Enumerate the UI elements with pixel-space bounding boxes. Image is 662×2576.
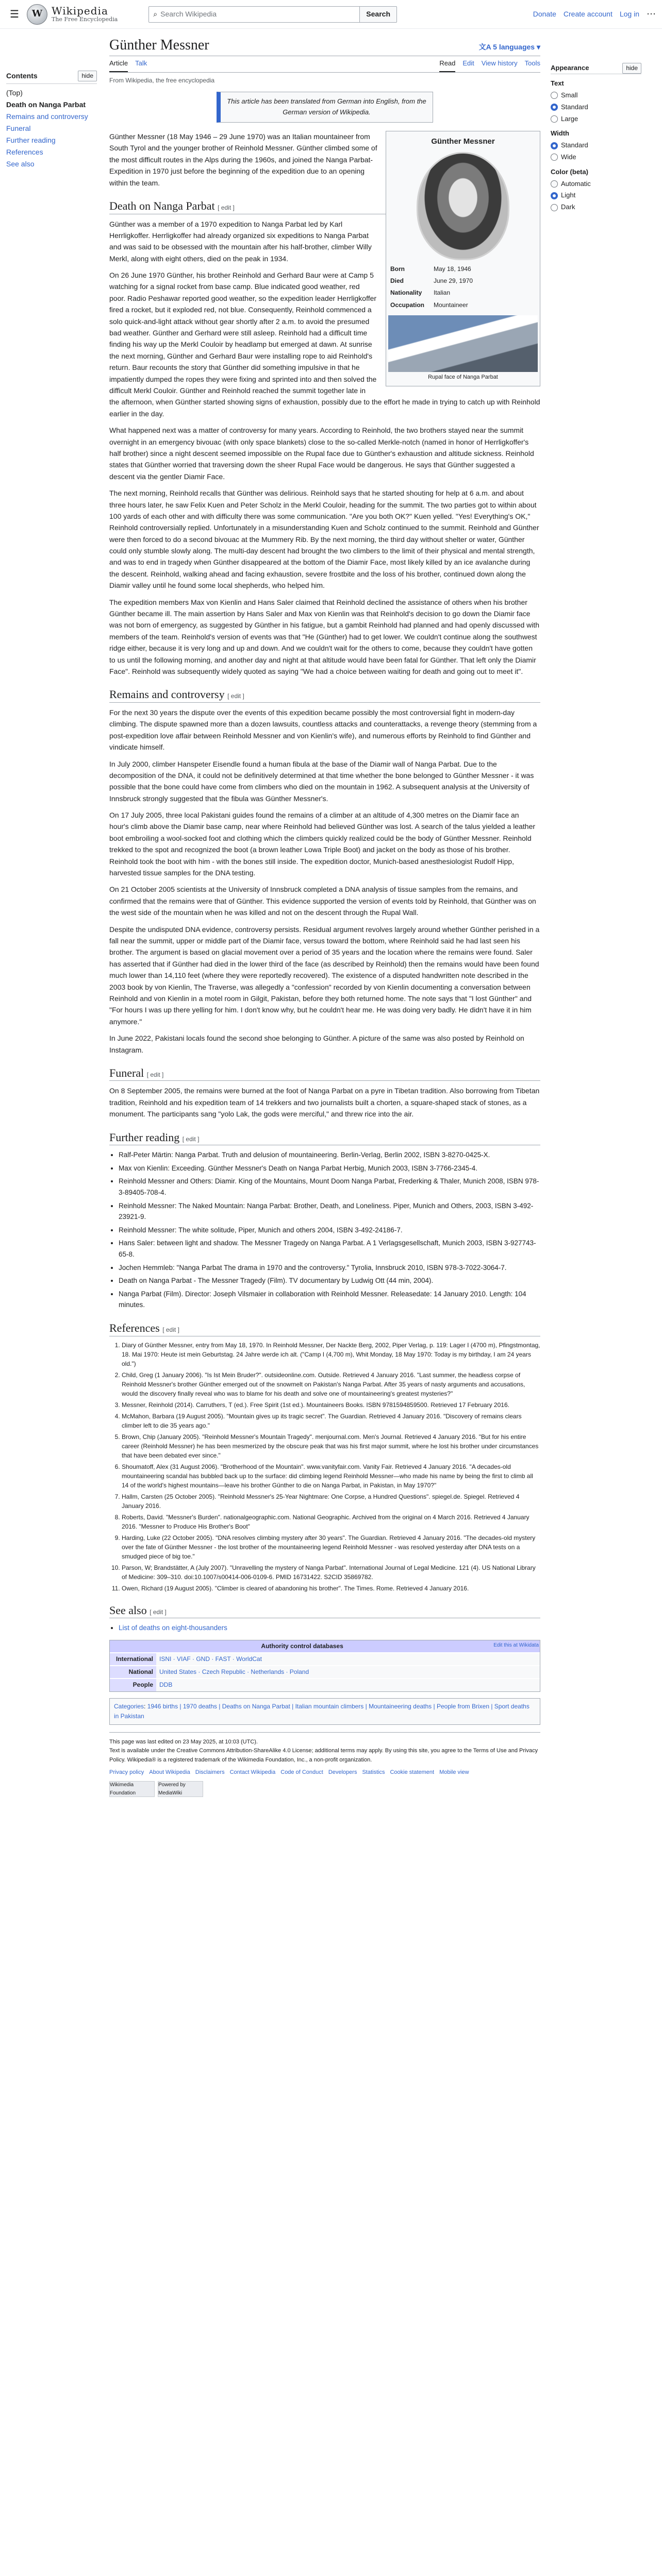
paragraph: The expedition members Max von Kienlin and Hans Saler claimed that Reinhold declined the assistance of others when his brother Günther became ill. The main assertion by Hans Saler and Max von Kienlin was that Reinhold's decision to go down the Diamir face was not born of emergency, as suggested by Günther in his fatigue, but a gambit Reinhold had planned and had openly discussed with members of the team. Reinhold's version of events was that "He (Günther) had to get lower. We couldn't continue along the southwest ridge either, because it is very long and up and down. And we couldn't wait for the others to come, because they couldn't have gotten to us until the following morning, and another day and night at that altitude would have been fatal for Günther. That left only the Diamir Face". Reinhold was subsequently widely quoted as saying "We had a choice between waiting for death and going out to meet it". — [109, 598, 540, 675]
radio-selected-icon — [551, 104, 558, 111]
width-label: Width — [551, 129, 569, 138]
edit-section-link[interactable]: [ edit ] — [227, 692, 244, 700]
footer-link[interactable]: Cookie statement — [390, 1769, 435, 1775]
section-heading-references: References [ edit ] — [109, 1321, 540, 1336]
category-list[interactable]: 1946 births | 1970 deaths | Deaths on Nanga Parbat | Italian mountain climbers | Mountaineering deaths | People from Brixen | Sport deaths in Pakistan — [114, 1702, 529, 1720]
radio-icon — [551, 115, 558, 123]
portrait-image[interactable] — [417, 152, 509, 260]
authority-row: National United States · Czech Republic · Netherlands · Poland — [110, 1665, 540, 1678]
radio-selected-icon — [551, 192, 558, 199]
authority-row: International ISNI · VIAF · GND · FAST · WorldCat — [110, 1652, 540, 1665]
section-heading-further-reading: Further reading [ edit ] — [109, 1130, 540, 1146]
search-button[interactable]: Search — [360, 6, 397, 23]
appearance-heading: Appearance — [551, 64, 589, 72]
paragraph: The next morning, Reinhold recalls that Günther was delirious. Reinhold says that he started shouting for help at 6 a.m. and about three hours later, he saw Felix Kuen and Peter Scholz in the Merkl Couloir, heading for the summit. The two parties got to within about 100 yards of each other and with difficulty there was some communication. "Are you both OK?" Kuen yelled. "Yes! Everything's OK," Reinhold controversially replied. Unfortunately in a misunderstanding Kuen and Scholz continued to the summit. Reinhold and Günther were then forced to do a second bivouac at the Mummery Rib. By the next morning, the third day without shelter or water, Günther could only stumble slowly along. The multi-day descent had brought the two climbers to the limit of their physical and mental strength, and was to end in tragedy when Günther disappeared at the bottom of the Diamir Face, most likely killed by an ice avalanche during the descent. Reinhold, walking ahead and facing exhaustion, severe frostbite and the loss of his brother, continued down along the Diamir valley until he found some local shepherds, who helped him. — [109, 489, 539, 590]
infobox-row: Occupation Mountaineer — [390, 301, 468, 309]
footer-link[interactable]: Contact Wikipedia — [229, 1769, 276, 1775]
footer-link[interactable]: About Wikipedia — [149, 1769, 190, 1775]
reference-item: 4. McMahon, Barbara (19 August 2005). "Mountain gives up its tragic secret". The Guardian. Retrieved 4 January 2016. "Discovery of remains clears climber left to die 35 years ago." — [122, 1412, 540, 1430]
edit-section-link[interactable]: [ edit ] — [182, 1135, 200, 1143]
infobox-row: Born May 18, 1946 — [390, 265, 471, 273]
site-sub: From Wikipedia, the free encyclopedia — [109, 77, 215, 84]
wikimedia-badge[interactable]: Wikimedia Foundation — [109, 1781, 155, 1797]
radio-icon — [551, 154, 558, 161]
create-account-link[interactable]: Create account — [563, 10, 613, 19]
tab-edit[interactable]: Edit — [462, 59, 474, 67]
list-item: • Reinhold Messner and Others: Diamir. King of the Mountains, Mount Doom Nanga Parbat, Frederking & Thaler, Munich 2008, ISBN 978-3-89405-708-4. — [119, 1176, 540, 1198]
see-also-list — [109, 1622, 540, 1634]
toc-item-further-reading[interactable]: Further reading — [6, 135, 56, 144]
category-links: Categories: 1946 births | 1970 deaths | Deaths on Nanga Parbat | Italian mountain climbers | Mountaineering deaths | People from Brixen | Sport deaths in Pakistan — [109, 1698, 540, 1725]
reference-item: 5. Brown, Chip (January 2005). "Reinhold Messner's Mountain Tragedy". menjournal.com. Men's Journal. Retrieved 4 January 2016. "But for his entire career (Reinhold Messner) he has been mesmerized by the obscure peak that was his first major summit, where he lost his brother under circumstances that have been debated ever since." — [122, 1432, 540, 1460]
paragraph: In July 2000, climber Hanspeter Eisendle found a human fibula at the base of the Diamir wall of Nanga Parbat. Due to the decomposition of the DNA, it could not be definitively determined at that time whether the bone belonged to Günther Messner - it was possible that the bone could have come from climbers who died on the mountain in 1962. A subsequent analysis at the University of Innsbruck strongly suggested that the fibula was Günther Messner's. — [109, 759, 534, 803]
tab-view-history[interactable]: View history — [481, 59, 518, 67]
radio-icon — [551, 92, 558, 99]
toc-item-death[interactable]: Death on Nanga Parbat — [6, 100, 86, 109]
further-reading-list — [109, 1149, 540, 1311]
list-item: • Ralf-Peter Märtin: Nanga Parbat. Truth and delusion of mountaineering. Berlin-Verlag, Berlin 2002, ISBN 3-8270-0425-X. — [119, 1149, 540, 1161]
user-menu-icon[interactable]: ⋯ — [647, 9, 656, 20]
image-caption: Rupal face of Nanga Parbat — [428, 374, 498, 380]
width-standard[interactable]: Standard — [551, 140, 641, 151]
reference-item: 11. Owen, Richard (19 August 2005). "Climber is cleared of abandoning his brother". The Times. Rome. Retrieved 4 January 2016. — [122, 1584, 540, 1593]
section-heading-funeral: Funeral [ edit ] — [109, 1066, 540, 1081]
infobox-row: Nationality Italian — [390, 289, 451, 297]
site-header — [0, 0, 662, 29]
tab-article[interactable]: Article — [109, 56, 128, 72]
infobox — [386, 131, 540, 386]
mediawiki-badge[interactable]: Powered by MediaWiki — [158, 1781, 203, 1797]
reference-item: 9. Harding, Luke (22 October 2005). "DNA resolves climbing mystery after 30 years". The Guardian. Retrieved 4 January 2016. "The decades-old mystery over the fate of Günther Messner - the lost brother of the mountaineering legend Reinhold Messner - was resolved yesterday after DNA tests on a smudged piece of big toe." — [122, 1533, 540, 1561]
intro-paragraph: Günther Messner (18 May 1946 – 29 June 1970) was an Italian mountaineer from South Tyrol and the younger brother of Reinhold Messner. Günther climbed some of the most difficult routes in the Alps during the 1960s, and joined the Nanga Parbat-Expedition in 1970 just before the beginning of the expedition due to an opening within the team. — [109, 132, 377, 187]
infobox-row: Died June 29, 1970 — [390, 277, 473, 285]
list-item: • Reinhold Messner: The white solitude, Piper, Munich and others 2004, ISBN 3-492-24186-7. — [119, 1225, 540, 1236]
globe-icon: W — [27, 4, 47, 25]
footer-links — [109, 1768, 540, 1777]
search-icon: ⌕ — [153, 10, 158, 19]
translation-notice: This article has been translated from German into English, from the German version of Wikipedia. — [217, 92, 433, 123]
edit-section-link[interactable]: [ edit ] — [162, 1326, 179, 1333]
paragraph: Despite the undisputed DNA evidence, controversy persists. Residual argument revolves largely around whether Günther perished in a fall near the summit, upper or middle part of the Diamir face, versus toward the bottom, where Reinhold said he had last seen his brother. The argument is based on glacial movement over a period of 35 years and the location where the remains were found. Saler has asserted that if Günther had died in the lower third of the face (as described by Reinhold) then the remains would have been found much lower than 14,110 feet (where they were reportedly recovered). The existence of a disputed handwritten note described in the 2003 book by von Kienlin, The Traverse, was allegedly a "confession" recorded by von Kienlin documenting a conversation between Reinhold and von Kienlin in a motel room in Gilgit, Pakistan, before they both returned home. The note says that "I lost Günther" and "For hours I was up there yelling for him. I don't know why, but he couldn't hear me. He was doing very badly. He didn't have it in him anymore." — [109, 925, 540, 1026]
paragraph: On 17 July 2005, three local Pakistani guides found the remains of a climber at an altitude of 4,300 metres on the Diamir face an hour's climb above the Diamir base camp, near where Reinhold had believed Günther was lost. A search of the talus yielded a leather boot embroiling a wool-socked foot and clothing which the climbers quickly realized could be the body of Günther Messner. Reinhold trekked to the spot and recognized the boot (a brown leather Lowa Triple Boot) and jacket on the body as those of his brother. Reinhold took the boot with him - with the bones still inside. The expedition doctor, Munich-based anesthesiologist Rudolf Hipp, harvested tissue samples for the DNA testing. — [109, 811, 536, 877]
reference-item: 6. Shoumatoff, Alex (31 August 2006). "Brotherhood of the Mountain". www.vanityfair.com. Vanity Fair. Retrieved 4 January 2016. "A decades-old mountaineering scandal has bubbled back up to the surface: did climbing legend Reinhold Messner—who made his name by being the first to climb all 14 of the world's highest mountains—leave his brother Günther to die on Nanga Parbat, in Pakistan, in May 1970?" — [122, 1462, 540, 1490]
appearance-hide-button[interactable]: hide — [622, 63, 641, 74]
wikipedia-logo[interactable] — [27, 4, 118, 25]
list-item: • Reinhold Messner: The Naked Mountain: Nanga Parbat: Brother, Death, and Loneliness. Piper, Munich and Others, 2003, ISBN 3-492-23921-9. — [119, 1200, 540, 1223]
references-list — [109, 1341, 540, 1593]
infobox-title: Günther Messner — [431, 137, 495, 146]
paragraph: Günther was a member of a 1970 expedition to Nanga Parbat led by Karl Herrligkoffer. Herrligkoffer had already organized six expeditions to Nanga Parbat and was said to be obsessed with the mountain after his half-brother, climber Willy Merkl, along with eight others, died on the peak in 1934. — [109, 219, 372, 263]
reference-item: 7. Hallm, Carsten (25 October 2005). "Reinhold Messner's 25-Year Nightmare: One Corpse, a Hundred Questions". spiegel.de. Spiegel. Retrieved 4 January 2016. — [122, 1492, 540, 1511]
paragraph: For the next 30 years the dispute over the events of this expedition became possibly the most controversial fight in modern-day climbing. The dispute spawned more than a dozen lawsuits, countless attacks and counterattacks, a revenge theory (stemming from a post-expedition love affair between Reinhold Messner and von Kienlin's wife), and numerous efforts by Reinhold to find Günther and vindicate himself. — [109, 708, 537, 752]
logo-wordmark: Wikipedia — [52, 5, 108, 18]
search-form — [148, 6, 397, 23]
appearance-panel — [551, 29, 641, 1802]
paragraph: On 21 October 2005 scientists at the University of Innsbruck completed a DNA analysis of tissue samples from the remains, and confirmed that the remains were that of Günther. This evidence supported the version of events told by Reinhold, that Günther was on the west side of the mountain when he was killed and not on the descent through the Rupal Wall. — [109, 885, 536, 917]
paragraph: On 26 June 1970 Günther, his brother Reinhold and Gerhard Baur were at Camp 5 watching for a signal rocket from base camp. Blue indicated good weather, red poor. Radio Peshawar reported good weather, so the expedition leader Herrligkoffer fired a rocket, but it exploded red, not blue. Consequently, Reinhold commenced a solo quick-and-light attack without gear shortly after 2 a.m. to avoid the presumed bad weather. Günther and Gerhard were still asleep. Reinhold had a difficult time finding his way up the Merkl Couloir by headlamp but emerged at dawn. At sunrise the next morning, Günther and Gerhard Baur were installing rope to aid Reinhold's return. Baur recounts the story that Günther did something impulsive in that he impatiently dumped the ropes they were fixing and sprinted into and then solved the difficult Merkl Couloir. Günther and Reinhold reached the summit together late in the afternoon, when Günther started showing signs of exhaustion, possibly due to the effort he made in trying to catch up with Reinhold earlier in the day. — [109, 271, 540, 418]
section-heading-death: Death on Nanga Parbat [ edit ] — [109, 199, 540, 214]
log-in-link[interactable]: Log in — [619, 10, 639, 19]
edit-section-link[interactable]: [ edit ] — [150, 1608, 167, 1616]
authority-control — [109, 1640, 540, 1692]
text-size-small[interactable]: Small — [551, 90, 641, 101]
table-of-contents — [6, 29, 97, 1802]
footer-link[interactable]: Disclaimers — [195, 1769, 225, 1775]
page-title: Günther Messner — [109, 37, 209, 53]
donate-link[interactable]: Donate — [533, 10, 556, 19]
wikidata-edit-icon[interactable]: Edit this at Wikidata — [493, 1642, 539, 1648]
reference-item: 2. Child, Greg (1 January 2006). "Is Ist Mein Bruder?". outsideonline.com. Outside. Retrieved 4 January 2016. "Last summer, the headless corpse of Reinhold Messner's brother Günther emerged out of the snowmelt on Pakistan's Nanga Parbat. After 35 years of nasty arguments and accusations, would the discovery finally reveal who was to blame for his death and solve one of mountaineering's greatest mysteries?" — [122, 1370, 540, 1398]
text-size-large[interactable]: Large — [551, 114, 641, 125]
color-automatic[interactable]: Automatic — [551, 179, 641, 190]
section-heading-see-also: See also [ edit ] — [109, 1603, 540, 1619]
languages-button[interactable]: 文A 5 languages ▾ — [478, 43, 540, 51]
paragraph: What happened next was a matter of controversy for many years. According to Reinhold, the two brothers stayed near the summit overnight in an emergency bivouac (with only space blankets) close to the so-called Merkle-notch (named in honor of Herrligkoffer's half brother) since a night descent seemed impossible on the Rupal face due to Günther's exhaustion and altitude sickness. Reinhold states that Günther worried that traversing down the sheer Rupal Face would be dangerous. He says that Günther suggested a descent via the gentler Diamir Face. — [109, 426, 534, 481]
list-item: • Hans Saler: between light and shadow. The Messner Tragedy on Nanga Parbat. A 1 Verlagsgesellschaft, Munich 2003, ISBN 3-927743-65-8. — [119, 1238, 540, 1260]
page-footer — [109, 1732, 540, 1802]
contents-hide-button[interactable]: hide — [78, 71, 97, 81]
edit-section-link[interactable]: [ edit ] — [218, 204, 235, 211]
tab-read[interactable]: Read — [439, 56, 455, 72]
page-tabs — [109, 56, 540, 73]
radio-icon — [551, 204, 558, 211]
width-wide[interactable]: Wide — [551, 152, 641, 163]
list-item: • Death on Nanga Parbat - The Messner Tragedy (Film). TV documentary by Ludwig Ott (44 min, 2004). — [119, 1275, 540, 1286]
toc-item-top[interactable]: (Top) — [6, 89, 23, 97]
rupal-face-image[interactable] — [388, 315, 538, 372]
list-item: • Nanga Parbat (Film). Director: Joseph Vilsmaier in collaboration with Reinhold Messner. Releasedate: 14 January 2010. Length: 104 minutes. — [119, 1289, 540, 1311]
footer-link[interactable]: Privacy policy — [109, 1769, 144, 1775]
reference-item: 8. Roberts, David. "Messner's Burden". nationalgeographic.com. National Geographic. Archived from the original on 4 March 2016. Retrieved 4 January 2016. "Messner to Produce His Brother's Boot" — [122, 1513, 540, 1531]
translate-icon: 文A — [478, 43, 493, 51]
list-item: • Jochen Hemmleb: "Nanga Parbat The drama in 1970 and the controversy." Tyrolia, Innsbruck 2010, ISBN 978-3-7022-3064-7. — [119, 1262, 540, 1274]
main-menu-icon[interactable]: ☰ — [10, 8, 19, 20]
license-text: Text is available under the Creative Commons Attribution-ShareAlike 4.0 License; additional terms may apply. By using this site, you agree to the Terms of Use and Privacy Policy. Wikipedia® is a registered trademark of the Wikimedia Foundation, Inc., a non-profit organization. — [109, 1748, 538, 1764]
section-heading-remains: Remains and controversy [ edit ] — [109, 687, 540, 703]
last-edited: This page was last edited on 23 May 2025, at 10:03 (UTC). — [109, 1738, 258, 1745]
reference-item: 1. Diary of Günther Messner, entry from May 18, 1970. In Reinhold Messner, Der Nackte Berg, 2002, Piper Verlag, p. 119: Lager I (4700 m), Pfingstmontag, 18. Mai 1970: Heute ist mein Geburtstag. 24 Jahre werde ich alt. ("Camp I (4,700 m), Whit Monday, 18 May 1970: Today is my birthday, I am 24 years old.") — [122, 1341, 540, 1368]
color-dark[interactable]: Dark — [551, 202, 641, 213]
search-input[interactable]: ⌕ Search Wikipedia — [148, 6, 360, 23]
toc-item-funeral[interactable]: Funeral — [6, 124, 31, 133]
footer-link[interactable]: Developers — [328, 1769, 357, 1775]
authority-heading: Authority control databases Edit this at Wikidata — [110, 1640, 540, 1652]
tab-talk[interactable]: Talk — [135, 59, 147, 67]
paragraph: On 8 September 2005, the remains were burned at the foot of Nanga Parbat on a pyre in Tibetan tradition. Also borrowing from Tibetan tradition, Reinhold and his expedition team of 14 trekkers and two journalists built a chorten, a square-shaped stack of stones, as a monument. The participants sang "yolo Lak, the gods were merciful," and threw rice into the air. — [109, 1087, 540, 1118]
list-item: • Max von Kienlin: Exceeding. Günther Messner's Death on Nanga Parbat Herbig, Munich 2003, ISBN 3-7766-2345-4. — [119, 1163, 540, 1174]
text-size-label: Text — [551, 79, 564, 88]
contents-heading: Contents — [6, 72, 38, 80]
color-light[interactable]: Light — [551, 190, 641, 201]
toc-item-see-also[interactable]: See also — [6, 159, 35, 168]
authority-row: People DDB — [110, 1678, 540, 1691]
footer-link[interactable]: Code of Conduct — [280, 1769, 323, 1775]
tab-tools[interactable]: Tools — [524, 59, 540, 67]
reference-item: 3. Messner, Reinhold (2014). Carruthers, T (ed.). Free Spirit (1st ed.). Mountaineers Books. ISBN 9781594859500. Retrieved 17 February 2016. — [122, 1400, 540, 1410]
footer-link[interactable]: Statistics — [362, 1769, 385, 1775]
text-size-standard[interactable]: Standard — [551, 102, 641, 113]
paragraph: In June 2022, Pakistani locals found the second shoe belonging to Günther. A picture of the same was also posted by Reinhold on Instagram. — [109, 1034, 524, 1054]
radio-icon — [551, 180, 558, 188]
radio-selected-icon — [551, 142, 558, 149]
toc-item-remains[interactable]: Remains and controversy — [6, 112, 88, 121]
categories-label[interactable]: Categories — [114, 1702, 144, 1710]
footer-link[interactable]: Mobile view — [439, 1769, 469, 1775]
edit-section-link[interactable]: [ edit ] — [146, 1071, 164, 1078]
reference-item: 10. Parson, W; Brandstätter, A (July 2007). "Unravelling the mystery of Nanga Parbat". International Journal of Legal Medicine. 121 (4). US National Library of Medicine: 309–310. doi:10.1007/s00414-006-0109-6. PMID 16731422. S2CID 35869782. — [122, 1563, 540, 1582]
article-main — [97, 29, 551, 1802]
color-label: Color (beta) — [551, 167, 588, 176]
see-also-link[interactable]: List of deaths on eight-thousanders — [119, 1624, 227, 1632]
toc-item-references[interactable]: References — [6, 147, 43, 156]
logo-tagline: The Free Encyclopedia — [52, 16, 118, 23]
chevron-down-icon: ▾ — [536, 43, 540, 51]
